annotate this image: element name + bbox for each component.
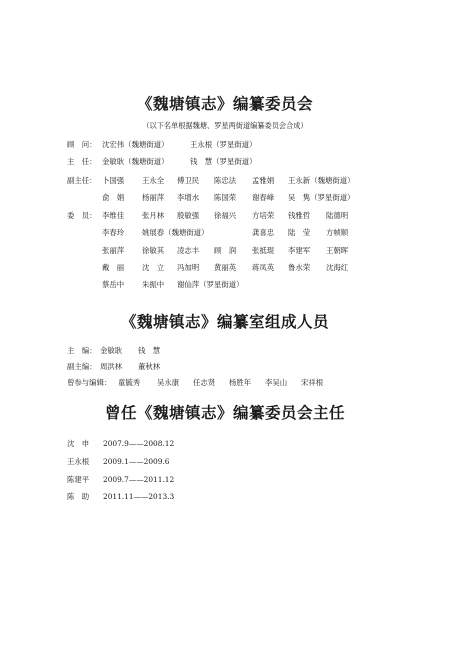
member-name: 李吴山 [265,378,288,387]
member-name: 李春玲 [102,228,125,237]
member-name: 蒋凤英 [252,263,275,272]
member-name: 蔡岳中 [102,280,125,289]
member-name: 沈 立 [142,263,165,272]
member-name: 钱 慧（罗星街道） [190,157,257,166]
member-name: 卜国强 [102,176,125,185]
member-name: 顾 润 [214,246,237,255]
member-name: 孟雅娟 [252,176,275,185]
member-name: 黄丽英 [214,263,237,272]
member-name: 戴 丽 [102,263,125,272]
member-name: 李维佳 [102,211,125,220]
member-name: 方帧顺 [326,228,349,237]
member-name: 陈忠法 [214,176,237,185]
former-directors-title: 曾任《魏塘镇志》编纂委员会主任 [104,404,345,422]
row-label: 副主任： [67,176,97,185]
member-name: 鲁水荣 [288,263,311,272]
member-name: 姚展春（魏塘街道） [142,228,209,237]
committee-title: 《魏塘镇志》编纂委员会 [136,95,313,113]
director-term: 2011.11——2013.3 [103,492,175,501]
director-name: 陈 助 [67,492,90,501]
member-name: 李增水 [177,193,200,202]
director-name: 陈建平 [67,475,90,484]
row-label: 副主编： [67,362,97,371]
member-name: 王朝晖 [326,246,349,255]
member-name: 龚喜忠 [252,228,275,237]
row-label: 顾 问： [67,140,97,149]
member-name: 王永新（魏塘街道） [288,176,355,185]
member-name: 沈宏伟（魏塘街道） [102,140,169,149]
member-name: 俞 娟 [102,193,125,202]
member-name: 王永根（罗星街道） [190,140,257,149]
member-name: 凌志丰 [177,246,200,255]
member-name: 张月林 [142,211,165,220]
member-name: 李建军 [288,246,311,255]
member-name: 任志贤 [193,378,216,387]
row-label: 曾参与编辑： [67,378,112,387]
member-name: 谢仙萍（罗星街道） [177,280,244,289]
member-name: 杨丽萍 [142,193,165,202]
member-name: 吴永康 [157,378,180,387]
member-name: 冯加明 [177,263,200,272]
row-label: 主 编： [67,346,97,355]
member-name: 金敏耿 [100,346,123,355]
member-name: 童毓秀 [118,378,141,387]
member-name: 金敏耿（魏塘街道） [102,157,169,166]
committee-note: （以下名单根据魏塘、罗星两街道编纂委员会合成） [142,121,308,130]
member-name: 朱振中 [142,280,165,289]
director-name: 王永根 [67,457,90,466]
director-name: 沈 申 [67,439,90,448]
row-label: 主 任： [67,157,97,166]
director-term: 2009.1——2009.6 [103,457,170,466]
member-name: 陆德明 [326,211,349,220]
member-name: 陈国荣 [214,193,237,202]
member-name: 张丽萍 [102,246,125,255]
member-name: 方培荣 [252,211,275,220]
member-name: 董秋林 [138,362,161,371]
member-name: 王永全 [142,176,165,185]
director-term: 2009.7——2011.12 [103,475,175,484]
member-name: 徐敏其 [142,246,165,255]
member-name: 张抵琨 [252,246,275,255]
member-name: 沈海红 [326,263,349,272]
member-name: 殷敏强 [177,211,200,220]
member-name: 杨胜年 [229,378,252,387]
member-name: 宋祥根 [301,378,324,387]
member-name: 钱 慧 [138,346,161,355]
member-name: 钱雅哲 [288,211,311,220]
member-name: 谢春峰 [252,193,275,202]
member-name: 徐福兴 [214,211,237,220]
member-name: 陆 莹 [288,228,311,237]
member-name: 傅卫民 [177,176,200,185]
member-name: 吴 隽（罗星街道） [288,193,355,202]
director-term: 2007.9——2008.12 [103,439,175,448]
member-name: 周洪林 [100,362,123,371]
row-label: 委 员： [67,211,97,220]
editorial-office-title: 《魏塘镇志》编纂室组成人员 [120,313,329,331]
